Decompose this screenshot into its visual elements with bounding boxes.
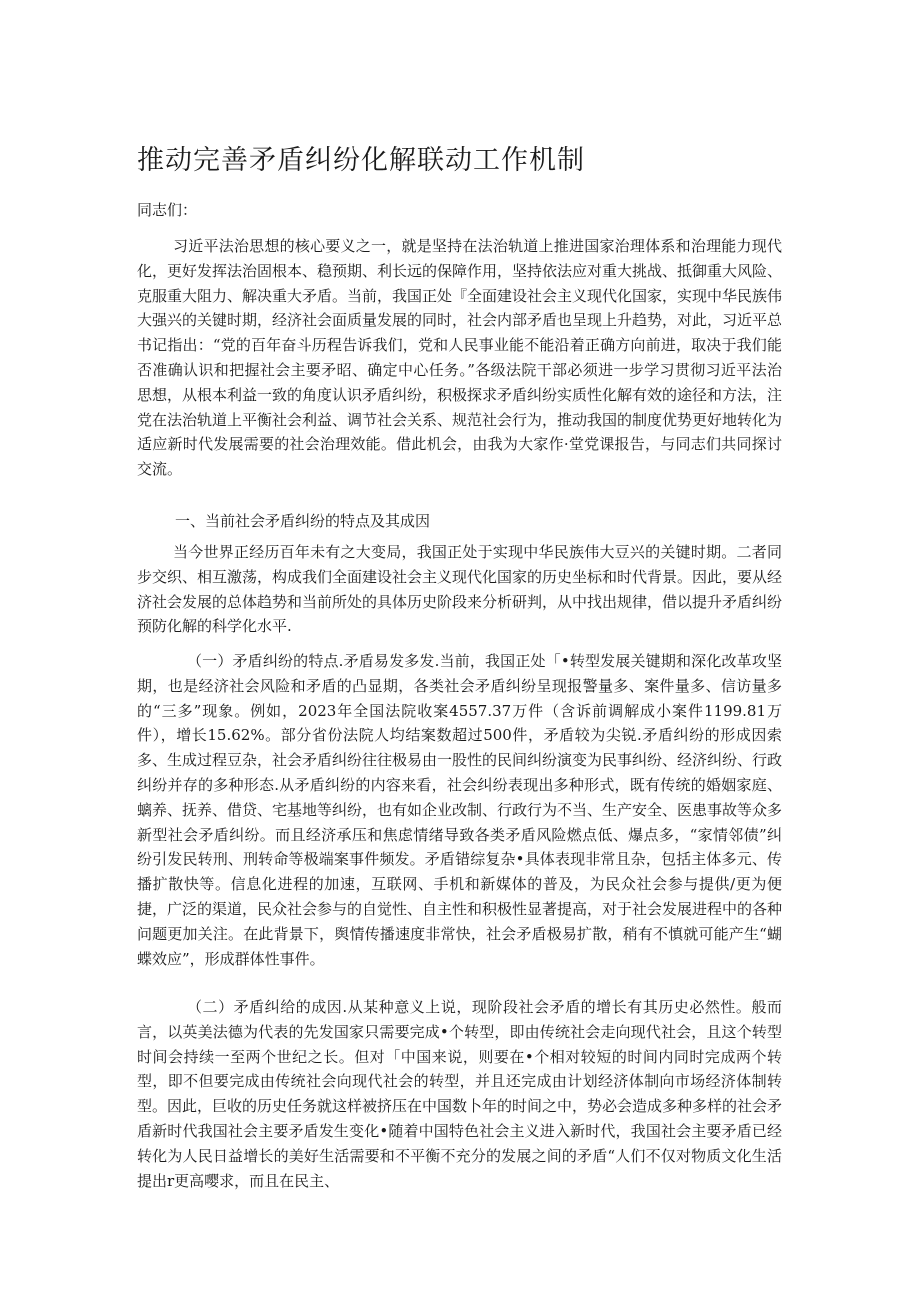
section-heading: 一、当前社会矛盾纠纷的特点及其成因 — [175, 512, 431, 530]
salutation: 同志们： — [137, 201, 198, 219]
paragraph-background: 当今世界正经历百年未有之大变局，我国正处于实现中华民族伟大豆兴的关键时期。二者同步交织、相互激荡，构成我们全面建设社会主义现代化国家的历史坐标和时代背景。因此，要从经济社会发展的总体趋势和当前所处的具体历史阶段来分析研判，从中找出规律，借以提升矛盾纠纷预防化解的科学化水平. — [137, 543, 783, 636]
paragraph-characteristics: （一）矛盾纠纷的特点.矛盾易发多发.当前，我国正处「•转型发展关键期和深化改革攻坚期，也是经济社会风险和矛盾的凸显期，各类社会矛盾纠纷呈现报警量多、案件量多、信访量多的“三多”现象。例如，2023年全国法院收案4557.37万件（含诉前调解成小案件1199.81万件），增长15.62%。部分省份法院人均结案数超过500件，矛盾较为尖锐.矛盾纠纷的形成因索多、生成过程豆杂，社会矛盾纠纷往往极易由一股性的民间纠纷演变为民事纠纷、经济纠纷、行政纠纷并存的多种形态.从矛盾纠纷的内容来看，社会纠纷表现出多种形式，既有传统的婚姻家庭、螭养、抚养、借贷、宅基地等纠纷，也有如企业改制、行政行为不当、生产安全、医患事故等众多新型社会矛盾纠纷。而且经济承压和焦虑情绪导致各类矛盾风险燃点低、爆点多，“家情邻债”纠纷引发民转刑、刑转命等极端案事件频发。矛盾错综复杂•具体表现非常且杂，包括主体多元、传播扩散快等。信息化进程的加速，互联网、手机和新媒体的普及，为民众社会参与提供/更为便捷，广泛的渠道，民众社会参与的自觉性、自主性和积极性显著提高，对于社会发展进程中的各种问题更加关注。在此背景下，舆情传播速度非常快，社会矛盾极易扩散，稍有不慎就可能产生“蝴蝶效应”，形成群体性事件。 — [137, 652, 783, 968]
paragraph-intro: 习近平法治思想的核心要义之一，就是坚持在法治轨道上推进国家治理体系和治理能力现代化，更好发挥法治固根本、稳预期、利长远的保障作用，坚持依法应对重大挑战、抵御重大风险、克服重大阻力、解决重大矛盾。当前，我国正处『全面建设社会主义现代化国家，实现中华民族伟大强兴的关键时期，经济社会面质量发展的同时，社会内部矛盾也呈现上升趋势，对此，习近平总书记指出：“党的百年奋斗历程告诉我们，党和人民事业能不能沿着正确方向前进，取决于我们能否准确认识和把握社会主要矛昭、确定中心任务。”各级法院干部必须进一步学习贯彻习近平法治思想，从根本利益一致的角度认识矛盾纠纷，积极探求矛盾纠纷实质性化解有效的途径和方法，注党在法治轨道上平衡社会利益、调节社会关系、规范社会行为，推动我国的制度优势更好地转化为适应新时代发展需要的社会治理效能。借此机会，由我为大家作·堂党课报告，与同志们共同探讨交流。 — [137, 237, 783, 479]
document-title: 推动完善矛盾纠纷化解联动工作机制 — [137, 145, 585, 176]
paragraph-causes: （二）矛盾纠给的成因.从某种意义上说，现阶段社会矛盾的增长有其历史必然性。般而言，以英美法德为代表的先发国家只需要完成•个转型，即由传统社会走向现代社会，且这个转型时间会持续一至两个世纪之长。但对「中国来说，则要在•个相对较短的时间内同时完成两个转型，即不但要完成由传统社会向现代社会的转型，并且还完成由计划经济体制向市场经济体制转型。因此，巨收的历史任务就这样被挤压在中国数卜年的时间之中，势必会造成多种多样的社会矛盾新时代我国社会主要矛盾发生变化•随着中国特色社会主义进入新时代，我国社会主要矛盾已经转化为人民日益增长的美好生活需要和不平衡不充分的发展之间的矛盾“人们不仅对物质文化生活提出r更高嘤求，而且在民主、 — [137, 998, 783, 1190]
